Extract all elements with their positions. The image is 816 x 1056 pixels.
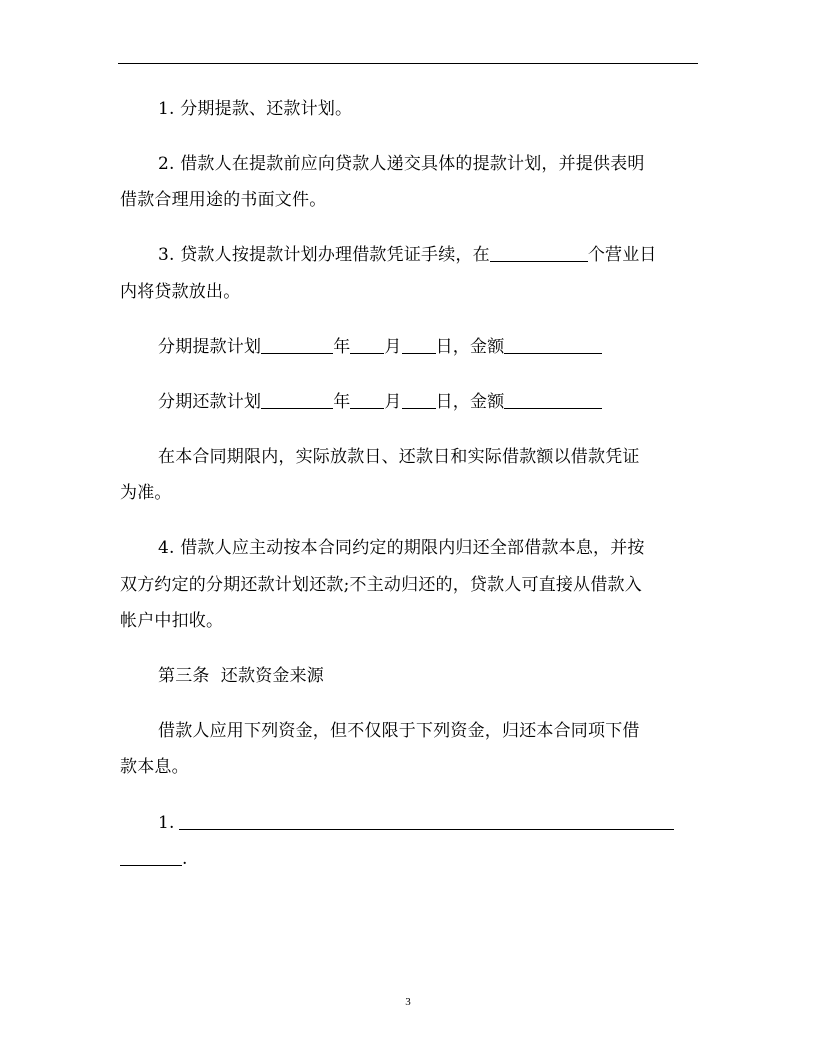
repay-plan-amount-blank	[504, 392, 602, 409]
business-days-blank	[490, 245, 588, 262]
draw-plan-day-amount-label: 日，金额	[435, 337, 505, 357]
repay-plan-label: 分期还款计划	[158, 392, 262, 412]
paragraph-item-4-line-2: 双方约定的分期还款计划还款;不主动归还的，贷款人可直接从借款入	[120, 575, 642, 595]
draw-plan-day-blank	[402, 337, 436, 354]
funds-item-1-line-1	[158, 812, 674, 834]
funds-item-1-line-2	[120, 848, 188, 870]
paragraph-actual-terms-line-1: 在本合同期限内，实际放款日、还款日和实际借款额以借款凭证	[158, 447, 640, 467]
paragraph-item-1: 1. 分期提款、还款计划。	[158, 99, 353, 119]
repay-plan-line	[158, 391, 602, 413]
business-days-suffix: 个营业日	[587, 245, 657, 265]
repay-plan-day-amount-label: 日，金额	[435, 392, 505, 412]
paragraph-item-3-text: 3. 贷款人按提款计划办理借款凭证手续，在	[158, 245, 490, 265]
repay-plan-month-label: 月	[384, 392, 402, 412]
funds-item-1-end: .	[182, 849, 188, 869]
funds-item-1-blank-continued	[120, 849, 182, 866]
funds-item-1-prefix: 1.	[158, 813, 175, 833]
draw-plan-month-blank	[350, 337, 384, 354]
draw-plan-month-label: 月	[384, 337, 402, 357]
draw-plan-label: 分期提款计划	[158, 337, 262, 357]
paragraph-item-4-line-3: 帐户中扣收。	[120, 611, 224, 631]
paragraph-funds-line-2: 款本息。	[120, 757, 189, 777]
header-rule	[118, 63, 698, 64]
paragraph-item-3-line-1	[158, 244, 657, 266]
paragraph-actual-terms-line-2: 为准。	[120, 483, 172, 503]
draw-plan-line	[158, 336, 602, 358]
repay-plan-year-blank	[261, 392, 333, 409]
paragraph-item-4-line-1: 4. 借款人应主动按本合同约定的期限内归还全部借款本息，并按	[158, 538, 645, 558]
repay-plan-year-label: 年	[333, 392, 351, 412]
page-number: 3	[405, 996, 411, 1008]
repay-plan-month-blank	[350, 392, 384, 409]
repay-plan-day-blank	[402, 392, 436, 409]
paragraph-item-2-line-2: 借款合理用途的书面文件。	[120, 190, 327, 210]
funds-item-1-blank	[179, 813, 674, 830]
draw-plan-amount-blank	[504, 337, 602, 354]
paragraph-item-2-line-1: 2. 借款人在提款前应向贷款人递交具体的提款计划，并提供表明	[158, 154, 645, 174]
draw-plan-year-blank	[261, 337, 333, 354]
paragraph-item-3-line-2: 内将贷款放出。	[120, 282, 241, 302]
paragraph-funds-line-1: 借款人应用下列资金，但不仅限于下列资金，归还本合同项下借	[158, 721, 640, 741]
article-3-heading: 第三条 还款资金来源	[158, 666, 325, 686]
draw-plan-year-label: 年	[333, 337, 351, 357]
